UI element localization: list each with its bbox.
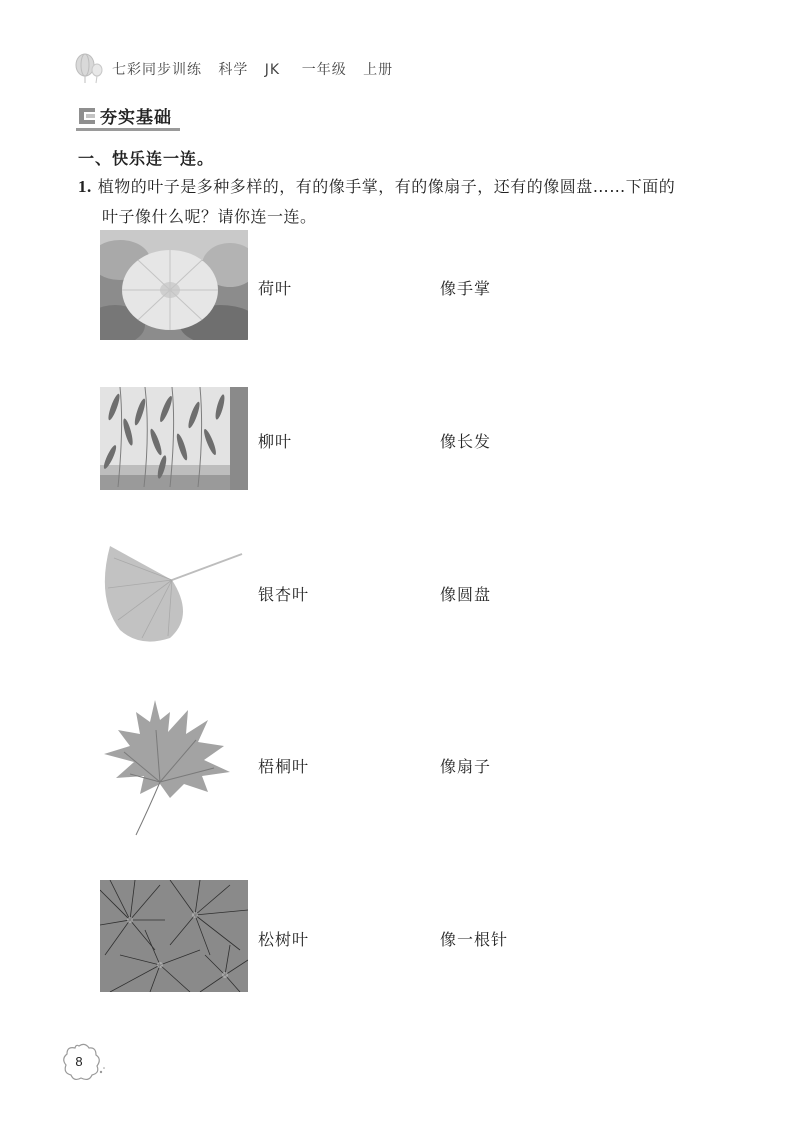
plane-tree-leaf-photo bbox=[100, 690, 248, 840]
question-text-line1: 植物的叶子是多种多样的，有的像手掌，有的像扇子，还有的像圆盘……下面的 bbox=[97, 177, 676, 196]
shape-fan: 像扇子 bbox=[440, 757, 492, 776]
section-title-text: 夯实基础 bbox=[100, 108, 172, 128]
page-number-text: 8 bbox=[75, 1054, 83, 1069]
page-header bbox=[72, 52, 393, 86]
page-number bbox=[60, 1040, 106, 1086]
question-1 bbox=[78, 172, 738, 232]
section-bracket-icon bbox=[76, 105, 98, 127]
part-heading: 一、快乐连一连。 bbox=[78, 149, 215, 168]
willow-leaf-photo bbox=[100, 387, 248, 490]
leaf-name-lotus: 荷叶 bbox=[258, 279, 293, 298]
leaf-name-plane-tree: 梧桐叶 bbox=[258, 757, 310, 776]
section-title bbox=[76, 103, 172, 128]
question-number: 1. bbox=[78, 177, 92, 196]
leaf-name-willow: 柳叶 bbox=[258, 432, 293, 451]
header-title: 七彩同步训练 科学 JK 一年级 上册 bbox=[112, 62, 394, 78]
balloon-logo-icon bbox=[72, 52, 106, 86]
shape-long-hair: 像长发 bbox=[440, 432, 492, 451]
shape-needle: 像一根针 bbox=[440, 930, 509, 949]
shape-palm: 像手掌 bbox=[440, 279, 492, 298]
section-underline bbox=[76, 128, 180, 131]
lotus-leaf-photo bbox=[100, 230, 248, 340]
leaf-name-ginkgo: 银杏叶 bbox=[258, 585, 310, 604]
leaf-name-pine: 松树叶 bbox=[258, 930, 310, 949]
shape-round-plate: 像圆盘 bbox=[440, 585, 492, 604]
pine-needle-photo bbox=[100, 880, 248, 992]
ginkgo-leaf-photo bbox=[100, 538, 248, 648]
question-text-line2: 叶子像什么呢？请你连一连。 bbox=[102, 207, 317, 226]
